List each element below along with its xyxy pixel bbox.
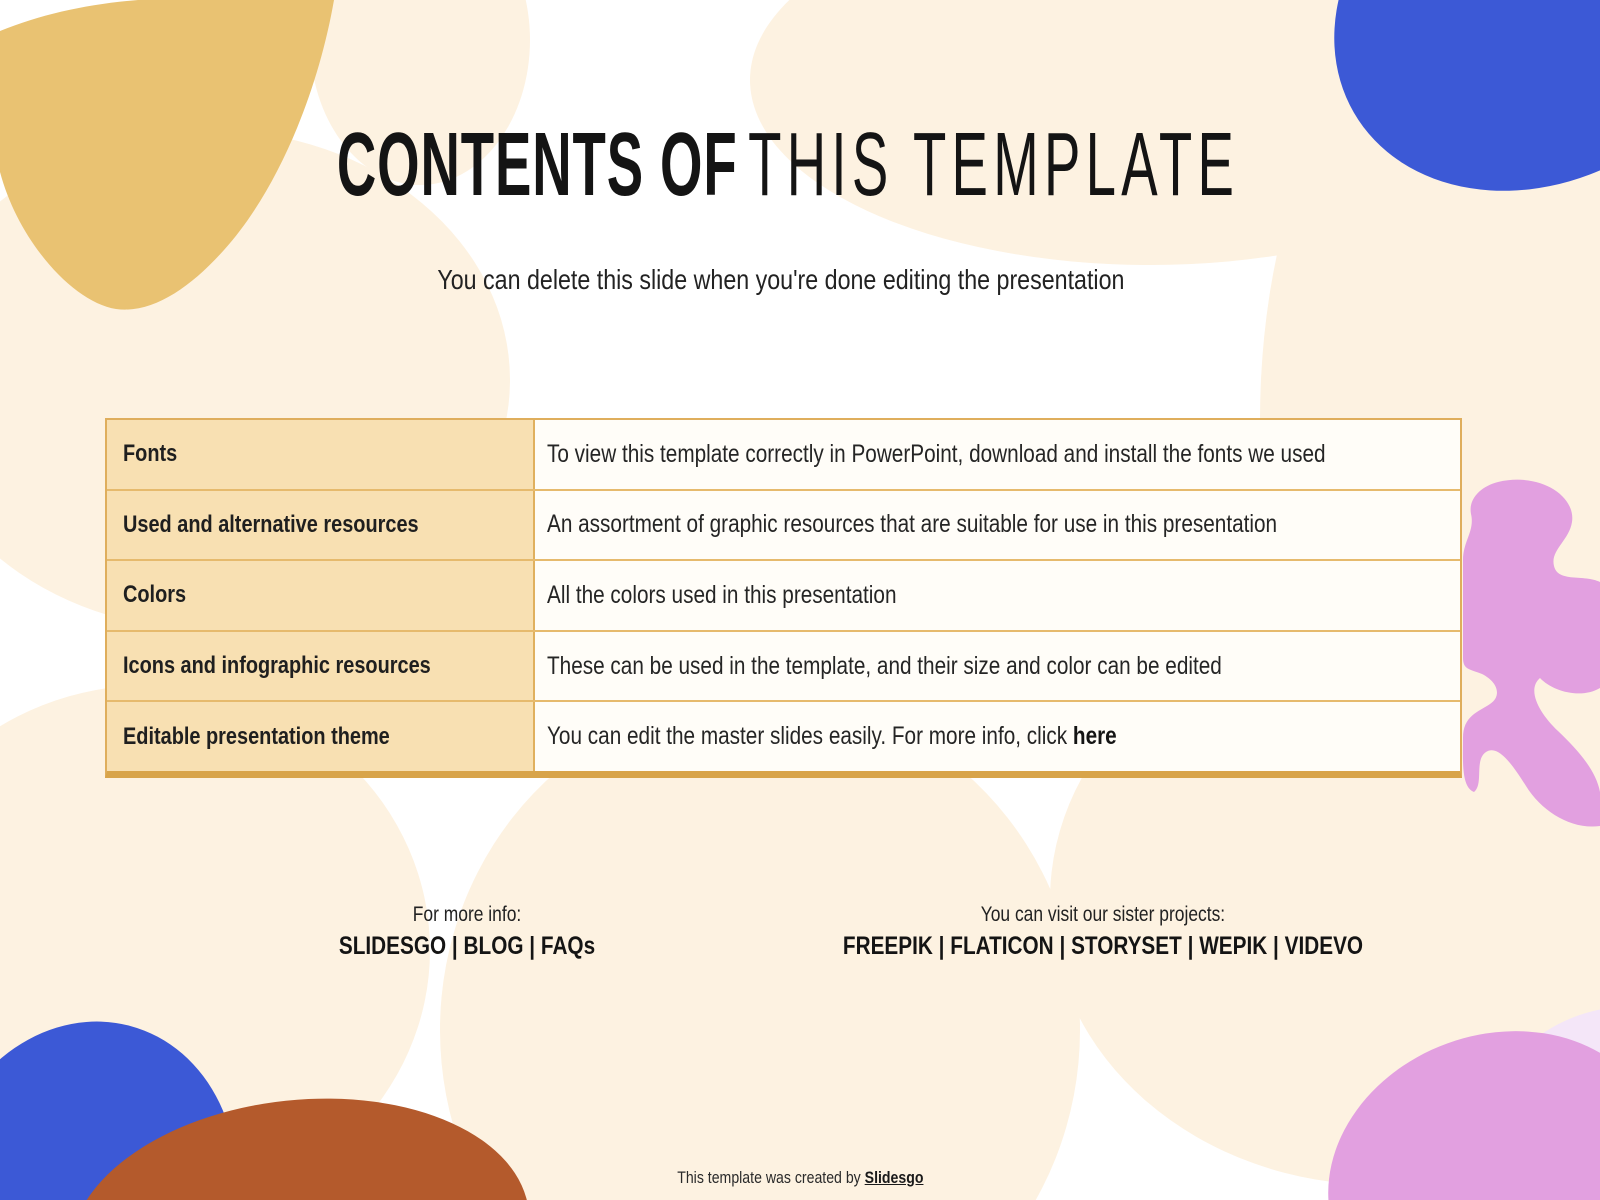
row-description: All the colors used in this presentation	[547, 580, 897, 609]
row-description-cell	[535, 491, 1460, 560]
faqs-link[interactable]: FAQs	[540, 932, 596, 960]
table-row	[107, 420, 1460, 491]
credit-slidesgo-link[interactable]: Slidesgo	[864, 1168, 924, 1187]
row-label-cell	[107, 491, 535, 560]
row-label-cell	[107, 702, 535, 771]
row-label: Icons and infographic resources	[123, 652, 431, 680]
row-description: You can edit the master slides easily. For more info, click	[547, 722, 1073, 751]
flaticon-link[interactable]: FLATICON	[950, 932, 1054, 960]
row-label-cell	[107, 420, 535, 489]
sister-projects-heading: You can visit our sister projects:	[980, 903, 1226, 926]
page-title	[95, 96, 1482, 235]
link-separator: |	[529, 932, 536, 960]
footer-sister-projects	[790, 903, 1417, 961]
contents-table	[105, 418, 1462, 778]
blog-link[interactable]: BLOG	[463, 932, 524, 960]
credit-text: This template was created by	[676, 1168, 865, 1187]
row-description-cell	[535, 420, 1460, 489]
slidesgo-link[interactable]: SLIDESGO	[338, 932, 447, 960]
row-description-cell	[535, 561, 1460, 630]
row-description-cell	[535, 702, 1460, 771]
more-info-heading: For more info:	[412, 903, 522, 926]
footer-more-info	[313, 903, 622, 961]
freepik-link[interactable]: FREEPIK	[842, 932, 933, 960]
credit-line	[0, 1168, 1600, 1188]
row-label-cell	[107, 632, 535, 701]
row-label: Colors	[123, 581, 187, 609]
page-subtitle: You can delete this slide when you're done editing the presentation	[437, 264, 1125, 295]
row-description-cell	[535, 632, 1460, 701]
videvo-link[interactable]: VIDEVO	[1284, 932, 1364, 960]
sister-projects-links	[790, 932, 1417, 961]
row-label-cell	[107, 561, 535, 630]
link-separator: |	[1059, 932, 1066, 960]
row-description: To view this template correctly in PowerPoint, download and install the fonts we used	[547, 439, 1326, 468]
table-row	[107, 561, 1460, 632]
row-label: Used and alternative resources	[123, 510, 419, 538]
page-title-part2: THIS TEMPLATE	[748, 115, 1240, 216]
storyset-link[interactable]: STORYSET	[1071, 932, 1182, 960]
wepik-link[interactable]: WEPIK	[1199, 932, 1268, 960]
table-row	[107, 632, 1460, 703]
link-separator: |	[451, 932, 458, 960]
link-separator: |	[1187, 932, 1194, 960]
row-label: Editable presentation theme	[123, 722, 390, 750]
page-title-part1: CONTENTS OF	[336, 115, 738, 216]
here-link[interactable]: here	[1072, 722, 1117, 751]
table-row	[107, 702, 1460, 771]
link-separator: |	[1273, 932, 1279, 960]
more-info-links	[313, 932, 622, 961]
row-description: These can be used in the template, and their size and color can be edited	[547, 651, 1222, 680]
row-description: An assortment of graphic resources that are suitable for use in this presentation	[547, 510, 1278, 539]
table-row	[107, 491, 1460, 562]
link-separator: |	[938, 932, 945, 960]
row-label: Fonts	[123, 440, 178, 468]
